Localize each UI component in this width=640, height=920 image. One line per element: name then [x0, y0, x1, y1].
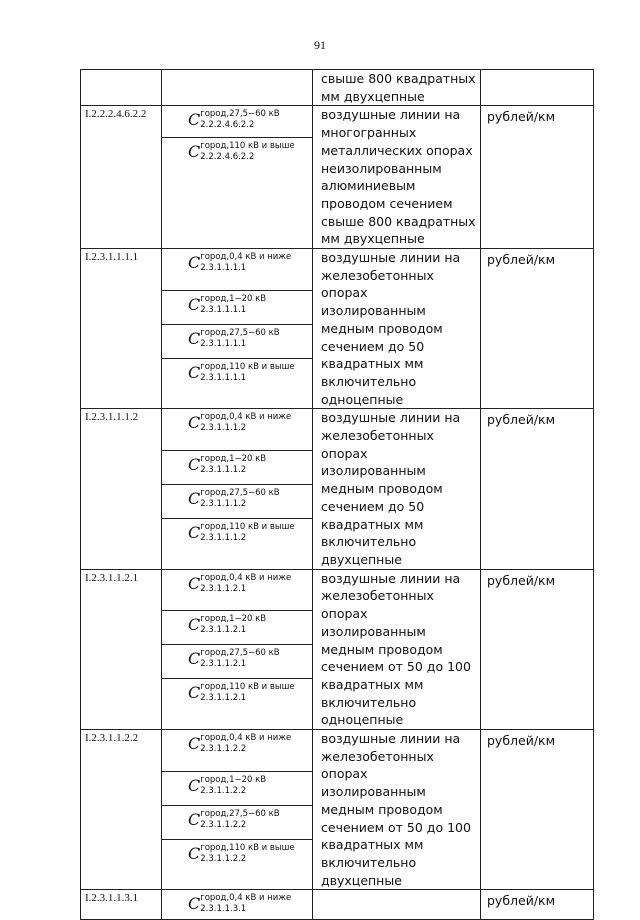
tariff-formula	[162, 772, 312, 796]
code-cell: I.2.3.1.1.1.1	[81, 249, 162, 409]
description-line: сечением от 50 до 100	[321, 659, 471, 675]
tariff-symbol: C	[188, 775, 201, 795]
tariff-formula	[162, 138, 312, 162]
tariff-symbol: C	[188, 683, 201, 703]
description-line: медным проводом	[321, 801, 443, 817]
formula-subscript: 2.3.1.1.1.1	[200, 372, 247, 383]
tariff-symbol: C	[188, 843, 201, 863]
table-row	[81, 569, 594, 611]
formula-superscript: город,27,5−60 кВ	[200, 648, 280, 659]
formula-subscript: 2.3.1.1.2.1	[200, 693, 247, 704]
description-line: изолированным	[321, 463, 426, 479]
table-row	[81, 249, 594, 291]
tariff-formula	[162, 485, 312, 509]
formula-subscript: 2.3.1.1.1.2	[200, 532, 247, 543]
unit-cell: рублей/км	[481, 569, 594, 729]
description-line: железобетонных опорах	[321, 588, 434, 622]
formula-subscript: 2.3.1.1.1.2	[200, 498, 247, 509]
description-line: квадратных мм	[321, 356, 424, 372]
tariff-symbol: C	[188, 894, 201, 914]
unit-cell: рублей/км	[481, 409, 594, 569]
formula-cell	[162, 70, 313, 106]
description-line: многогранных	[321, 125, 417, 141]
description-line: одноцепные	[321, 391, 404, 407]
formula-cell	[162, 679, 313, 730]
tariff-formula	[162, 106, 312, 130]
formula-cell	[162, 518, 313, 569]
description-line: двухцепные	[321, 872, 402, 888]
description-line: квадратных мм	[321, 837, 424, 853]
tariff-formula	[162, 519, 312, 543]
description-line: изолированным	[321, 623, 426, 639]
description-line: алюминиевым	[321, 178, 416, 194]
formula-cell	[162, 839, 313, 890]
formula-superscript: город,0,4 кВ и ниже	[200, 733, 292, 744]
tariff-symbol: C	[188, 455, 201, 475]
tariff-formula	[162, 611, 312, 635]
formula-superscript: город,1−20 кВ	[200, 454, 267, 465]
formula-cell	[162, 730, 313, 772]
formula-cell	[162, 645, 313, 679]
formula-subscript: 2.3.1.1.1.1	[200, 338, 247, 349]
formula-cell	[162, 324, 313, 358]
description-line: воздушные линии на	[321, 410, 461, 426]
tariff-formula	[162, 679, 312, 703]
description-line: воздушные линии на	[321, 570, 461, 586]
description-line: двухцепные	[321, 551, 402, 567]
tariff-formula	[162, 291, 312, 315]
description-line: железобетонных опорах	[321, 267, 434, 301]
formula-cell	[162, 137, 313, 248]
formula-superscript: город,27,5−60 кВ	[200, 487, 280, 498]
description-line: сечением от 50 до 100	[321, 819, 471, 835]
tariff-formula	[162, 890, 312, 914]
code-cell: I.2.3.1.1.3.1	[81, 890, 162, 920]
tariff-formula	[162, 840, 312, 864]
formula-cell	[162, 409, 313, 451]
unit-cell: рублей/км	[481, 890, 594, 920]
tariff-formula	[162, 359, 312, 383]
tariff-symbol: C	[188, 488, 201, 508]
description-line: воздушные линии на	[321, 107, 461, 123]
description-line: включительно	[321, 854, 417, 870]
description-line: проводом сечением	[321, 195, 453, 211]
formula-cell	[162, 249, 313, 291]
formula-subscript: 2.3.1.1.1.1	[200, 263, 247, 274]
description-line: медным проводом	[321, 641, 443, 657]
formula-cell	[162, 451, 313, 485]
code-cell: I.2.3.1.1.2.2	[81, 730, 162, 890]
formula-subscript: 2.3.1.1.1.1	[200, 304, 247, 315]
formula-cell	[162, 611, 313, 645]
code-cell: I.2.3.1.1.2.1	[81, 569, 162, 729]
formula-superscript: город,110 кВ и выше	[200, 140, 295, 151]
unit-cell: рублей/км	[481, 106, 594, 249]
formula-superscript: город,110 кВ и выше	[200, 682, 295, 693]
description-cell	[313, 249, 481, 409]
formula-subscript: 2.3.1.1.2.1	[200, 659, 247, 670]
code-cell	[81, 70, 162, 106]
description-cell	[313, 70, 481, 106]
formula-subscript: 2.3.1.1.2.2	[200, 853, 247, 864]
table-row	[81, 106, 594, 137]
tariff-symbol: C	[188, 734, 201, 754]
formula-cell	[162, 569, 313, 611]
tariff-formula	[162, 645, 312, 669]
description-line: медным проводом	[321, 320, 443, 336]
tariff-symbol: C	[188, 328, 201, 348]
formula-subscript: 2.2.2.4.6.2.2	[200, 151, 255, 162]
tariff-formula	[162, 451, 312, 475]
page-number: 91	[314, 38, 326, 52]
formula-cell	[162, 290, 313, 324]
formula-superscript: город,1−20 кВ	[200, 774, 267, 785]
tariff-formula	[162, 806, 312, 830]
formula-subscript: 2.3.1.1.1.2	[200, 423, 247, 434]
description-line: металлических опорах	[321, 142, 473, 158]
tariff-symbol: C	[188, 253, 201, 273]
tariff-formula	[162, 325, 312, 349]
tariff-formula	[162, 409, 312, 433]
table-row	[81, 730, 594, 772]
tariff-symbol: C	[188, 110, 201, 130]
formula-cell	[162, 358, 313, 409]
tariff-symbol: C	[188, 294, 201, 314]
tariff-symbol: C	[188, 522, 201, 542]
unit-cell: рублей/км	[481, 249, 594, 409]
description-line: мм двухцепные	[321, 88, 425, 104]
code-cell: I.2.3.1.1.1.2	[81, 409, 162, 569]
formula-cell	[162, 484, 313, 518]
description-line: изолированным	[321, 303, 426, 319]
tariff-symbol: C	[188, 649, 201, 669]
formula-superscript: город,27,5−60 кВ	[200, 327, 280, 338]
description-line: воздушные линии на	[321, 731, 461, 747]
description-line: одноцепные	[321, 712, 404, 728]
formula-superscript: город,110 кВ и выше	[200, 361, 295, 372]
code-cell: I.2.2.2.4.6.2.2	[81, 106, 162, 249]
formula-subscript: 2.3.1.1.2.1	[200, 583, 247, 594]
formula-cell	[162, 771, 313, 805]
description-line: воздушные линии на	[321, 250, 461, 266]
description-line: свыше 800 квадратных	[321, 71, 476, 86]
description-line: сечением до 50	[321, 338, 425, 354]
tariff-table-body	[81, 70, 594, 920]
formula-subscript: 2.3.1.1.2.2	[200, 785, 247, 796]
description-line: мм двухцепные	[321, 231, 425, 247]
tariff-symbol: C	[188, 615, 201, 635]
table-row	[81, 70, 594, 106]
description-line: включительно	[321, 694, 417, 710]
description-line: неизолированным	[321, 160, 442, 176]
tariff-symbol: C	[188, 573, 201, 593]
tariff-formula	[162, 249, 312, 273]
formula-superscript: город,27,5−60 кВ	[200, 109, 280, 120]
formula-superscript: город,110 кВ и выше	[200, 521, 295, 532]
table-row	[81, 409, 594, 451]
tariff-formula	[162, 730, 312, 754]
formula-subscript: 2.3.1.1.2.1	[200, 625, 247, 636]
formula-subscript: 2.2.2.4.6.2.2	[200, 120, 255, 131]
formula-superscript: город,0,4 кВ и ниже	[200, 252, 292, 263]
formula-superscript: город,0,4 кВ и ниже	[200, 893, 292, 904]
description-line: изолированным	[321, 784, 426, 800]
formula-subscript: 2.3.1.1.2.2	[200, 819, 247, 830]
description-cell	[313, 409, 481, 569]
tariff-symbol: C	[188, 362, 201, 382]
tariff-symbol: C	[188, 809, 201, 829]
tariff-symbol: C	[188, 141, 201, 161]
description-line: квадратных мм	[321, 676, 424, 692]
description-cell	[313, 106, 481, 249]
description-line: медным проводом	[321, 481, 443, 497]
formula-cell	[162, 106, 313, 137]
description-line: включительно	[321, 373, 417, 389]
description-cell	[313, 569, 481, 729]
description-line: включительно	[321, 534, 417, 550]
tariff-formula	[162, 570, 312, 594]
tariff-symbol: C	[188, 413, 201, 433]
formula-subscript: 2.3.1.1.3.1	[200, 904, 247, 915]
unit-cell	[481, 70, 594, 106]
description-line: сечением до 50	[321, 498, 425, 514]
unit-cell: рублей/км	[481, 730, 594, 890]
description-line: свыше 800 квадратных	[321, 213, 476, 229]
formula-superscript: город,27,5−60 кВ	[200, 808, 280, 819]
formula-subscript: 2.3.1.1.2.2	[200, 744, 247, 755]
formula-superscript: город,0,4 кВ и ниже	[200, 412, 292, 423]
formula-superscript: город,0,4 кВ и ниже	[200, 572, 292, 583]
formula-superscript: город,1−20 кВ	[200, 614, 267, 625]
description-line: квадратных мм	[321, 516, 424, 532]
tariff-table	[80, 69, 594, 920]
formula-superscript: город,110 кВ и выше	[200, 842, 295, 853]
formula-cell	[162, 805, 313, 839]
description-line: железобетонных опорах	[321, 428, 434, 461]
description-cell	[313, 730, 481, 890]
description-line: железобетонных опорах	[321, 748, 434, 782]
formula-subscript: 2.3.1.1.1.2	[200, 465, 247, 476]
formula-superscript: город,1−20 кВ	[200, 293, 267, 304]
